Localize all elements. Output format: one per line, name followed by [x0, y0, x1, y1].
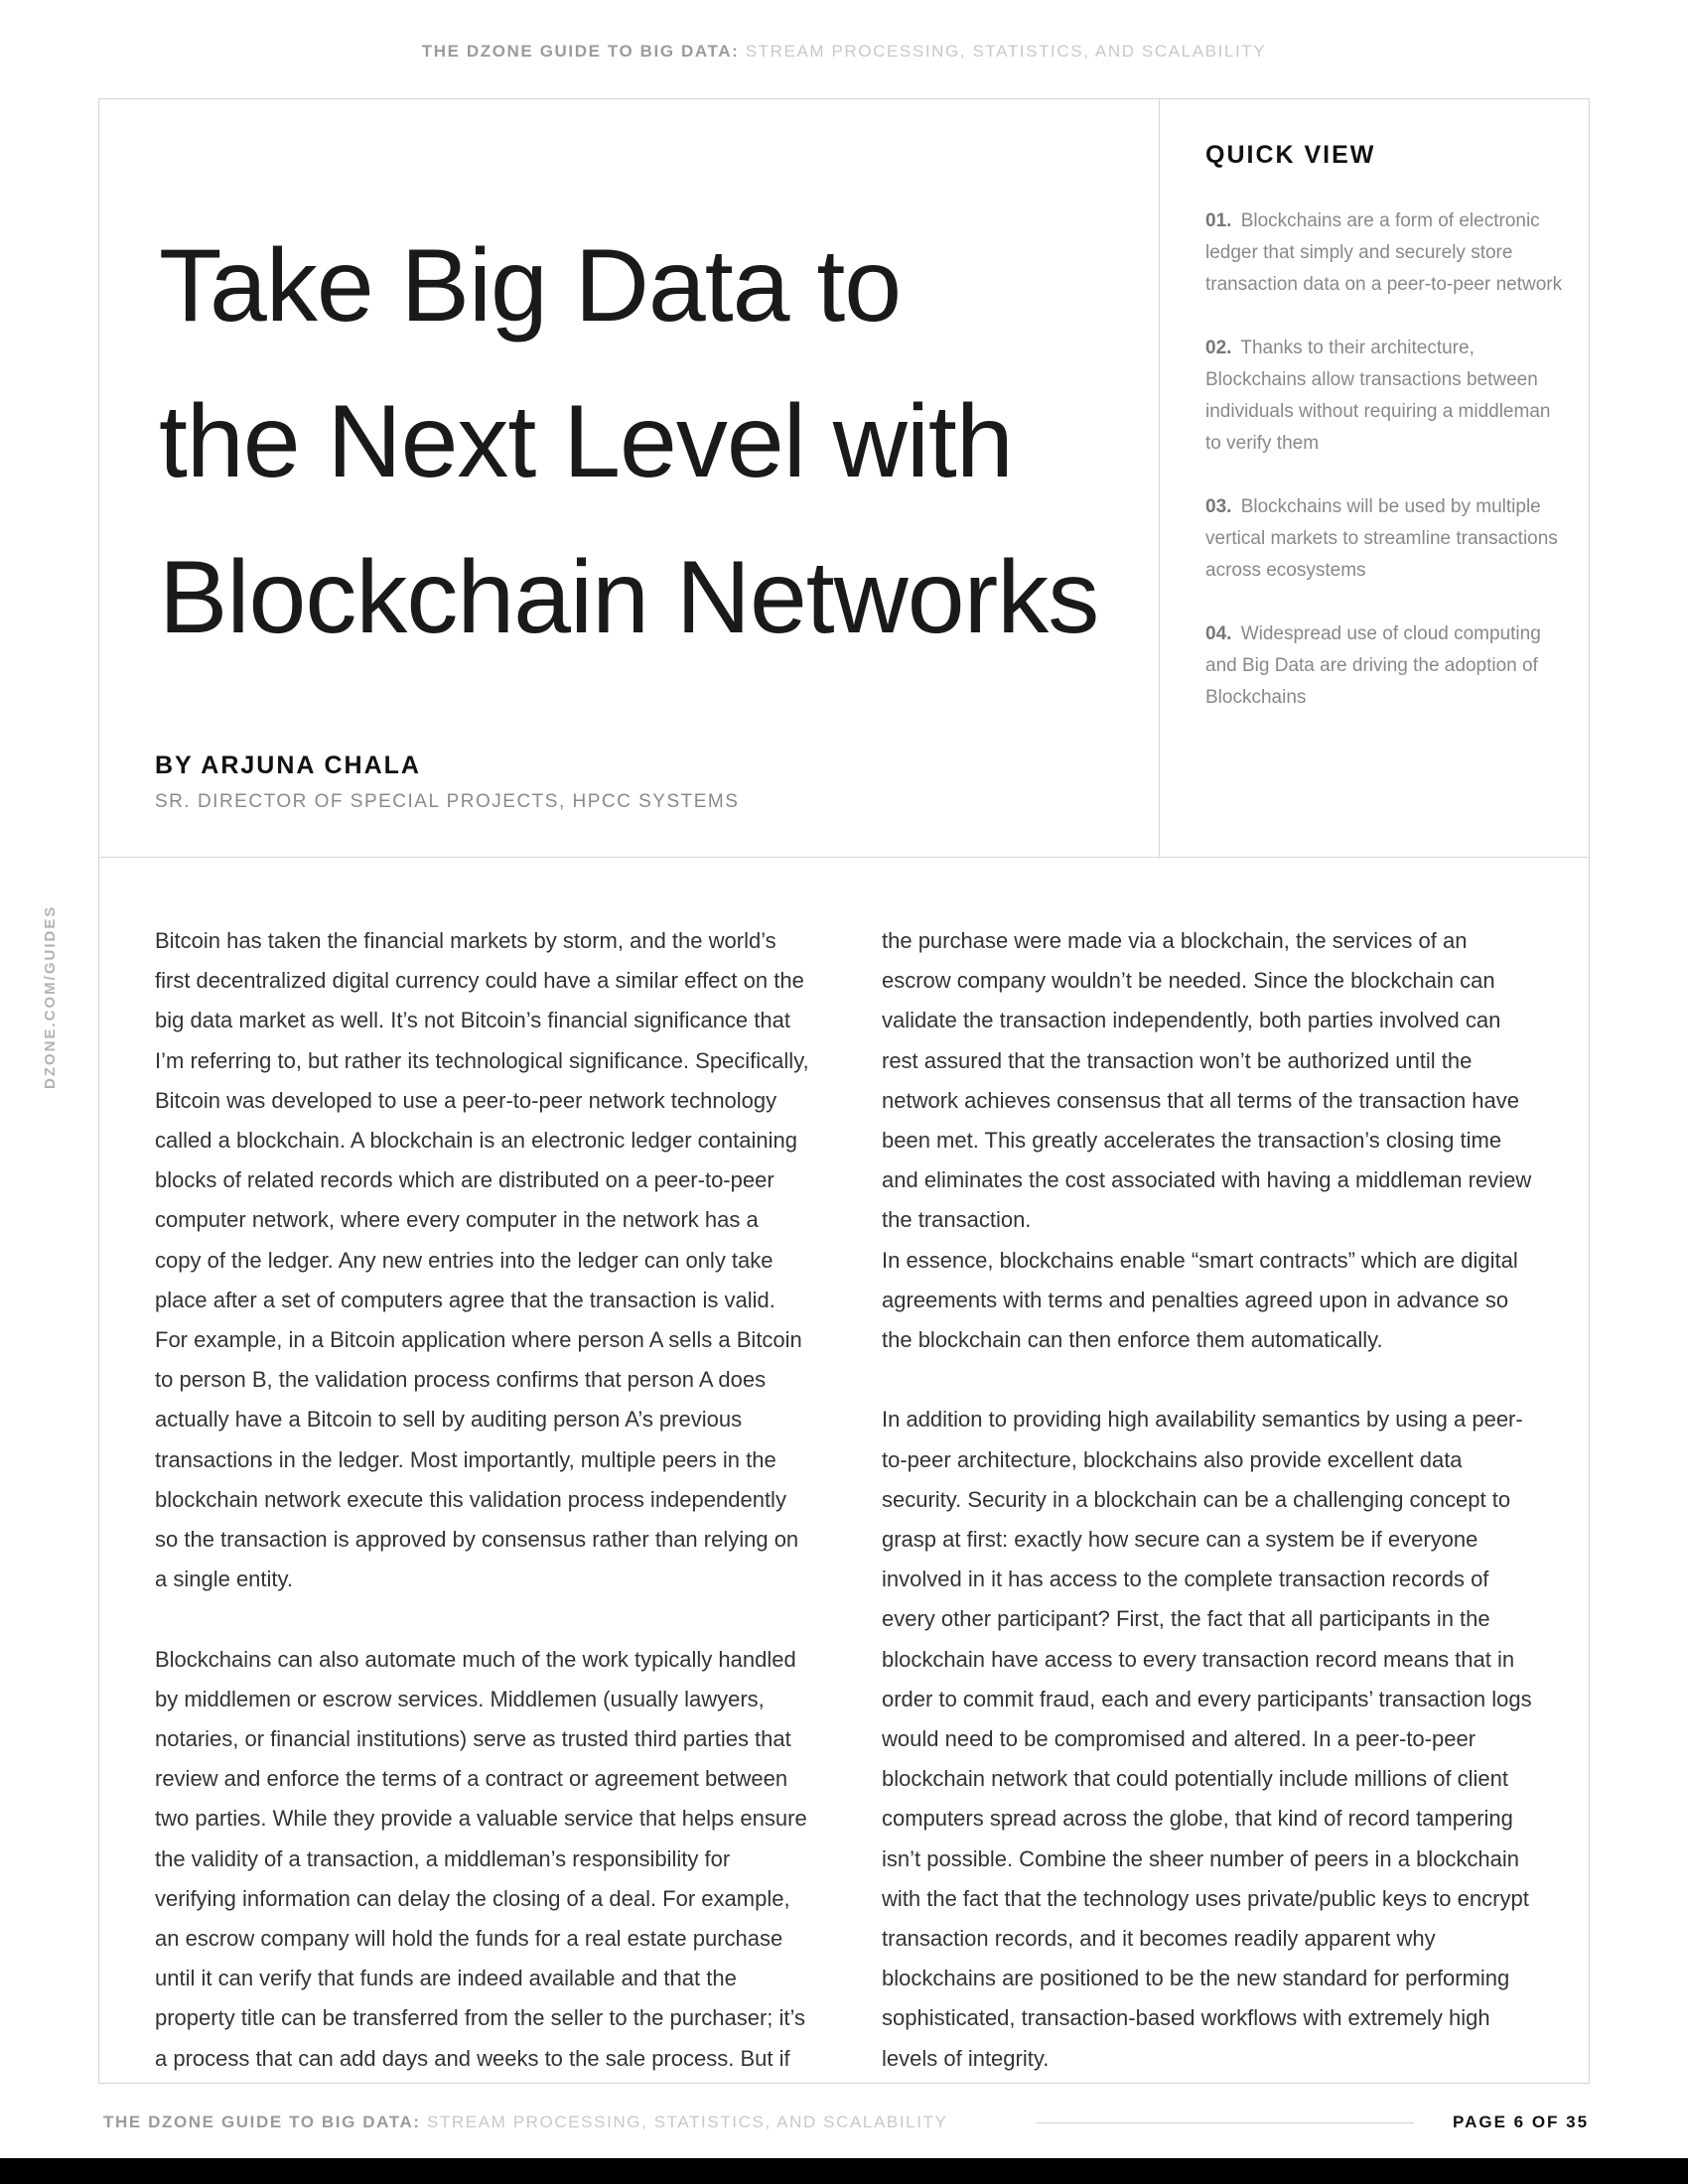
- article-title: [159, 208, 1112, 676]
- body-paragraph: Blockchains can also automate much of the work typically handled by middlemen or escrow services. Middlemen (usually lawyers, notaries, or financial institutions) serve as trusted third parties that review and enforce the terms of a contract or agreement between two parties. While they provide a valuable service that helps ensure the validity of a transaction, a middleman’s responsibility for verifying information can delay the closing of a deal. For example, an escrow company will hold the funds for a real estate purchase until it can verify that funds are indeed available and that the property title can be transferred from the seller to the purchaser; it’s a process that can add days and weeks to the sale process. But if: [155, 1646, 807, 2071]
- page-number: PAGE 6 OF 35: [1453, 2113, 1590, 2131]
- side-url-label: DZONE.COM/GUIDES: [42, 904, 59, 1089]
- body-paragraph: In addition to providing high availability semantics by using a peer-to-peer architecture, blockchains also provide excellent data security. Security in a blockchain can be a challenging concept to grasp at first: exactly how secure can a system be if everyone involved in it has access to the complete transaction records of every other participant? First, the fact that all participants in the blockchain have access to every transaction record means that in order to commit fraud, each and every participants’ transaction logs would need to be compromised and altered. In a peer-to-peer blockchain network that could potentially include millions of client computers spread across the globe, that kind of record tampering isn’t possible. Combine the sheer number of peers in a blockchain with the fact that the technology uses private/public keys to encrypt transaction records, and it becomes readily apparent why blockchains are positioned to be the new standard for performing sophisticated, transaction-based workflows with extremely high levels of integrity.: [882, 1407, 1532, 2071]
- quick-view-item: [1205, 491, 1563, 587]
- footer-guide-title: THE DZONE GUIDE TO BIG DATA:: [103, 2113, 421, 2131]
- body-paragraph: In essence, blockchains enable “smart contracts” which are digital agreements with terms and penalties agreed upon in advance so the blockchain can then enforce them automatically.: [882, 1247, 1518, 1353]
- quick-view-number: 01.: [1205, 210, 1232, 231]
- header-guide-subtitle: STREAM PROCESSING, STATISTICS, AND SCALABILITY: [745, 42, 1267, 61]
- quick-view-item: [1205, 333, 1563, 460]
- title-line: Blockchain Networks: [159, 540, 1099, 655]
- body-paragraph: the purchase were made via a blockchain, the services of an escrow company wouldn’t be needed. Since the blockchain can validate the transaction independently, both parties involved can rest assured that the transaction won’t be authorized until the network achieves consensus that all terms of the transaction have been met. This greatly accelerates the transaction’s closing time and eliminates the cost associated with having a middleman review the transaction.: [882, 928, 1532, 1233]
- body-column-left: [155, 921, 810, 2079]
- quick-view-list: [1205, 205, 1563, 746]
- bottom-bar: [0, 2158, 1688, 2184]
- title-line: Take Big Data to: [159, 228, 902, 343]
- running-footer: [103, 2113, 947, 2132]
- body-column-right: [882, 921, 1537, 2079]
- footer-guide-subtitle: STREAM PROCESSING, STATISTICS, AND SCALABILITY: [426, 2113, 948, 2131]
- author-byline: BY ARJUNA CHALA: [155, 751, 421, 779]
- quick-view-text: Thanks to their architecture, Blockchains allow transactions between individuals without requiring a middleman to verify them: [1205, 338, 1551, 454]
- quick-view-text: Blockchains will be used by multiple vertical markets to streamline transactions across ecosystems: [1205, 496, 1558, 581]
- author-role: SR. DIRECTOR OF SPECIAL PROJECTS, HPCC SYSTEMS: [155, 791, 740, 812]
- quick-view-text: Blockchains are a form of electronic ledger that simply and securely store transaction data on a peer-to-peer network: [1205, 210, 1563, 295]
- quick-view-item: [1205, 205, 1563, 301]
- quick-view-number: 03.: [1205, 496, 1232, 517]
- horizontal-divider: [98, 857, 1590, 858]
- body-paragraph: Bitcoin has taken the financial markets by storm, and the world’s first decentralized digital currency could have a similar effect on the big data market as well. It’s not Bitcoin’s financial significance that I’m referring to, but rather its technological significance. Specifically, Bitcoin was developed to use a peer-to-peer network technology called a blockchain. A blockchain is an electronic ledger containing blocks of related records which are distributed on a peer-to-peer computer network, where every computer in the network has a copy of the ledger. Any new entries into the ledger can only take place after a set of computers agree that the transaction is valid. For example, in a Bitcoin application where person A sells a Bitcoin to person B, the validation process confirms that person A does actually have a Bitcoin to sell by auditing person A’s previous transactions in the ledger. Most importantly, multiple peers in the blockchain network execute this validation process independently so the transaction is approved by consensus rather than relying on a single entity.: [155, 928, 809, 1592]
- vertical-divider: [1159, 98, 1160, 858]
- quick-view-number: 04.: [1205, 623, 1232, 644]
- quick-view-number: 02.: [1205, 338, 1232, 358]
- quick-view-item: [1205, 618, 1563, 714]
- running-header: [0, 42, 1688, 62]
- quick-view-heading: QUICK VIEW: [1205, 141, 1376, 169]
- title-line: the Next Level with: [159, 384, 1013, 499]
- quick-view-text: Widespread use of cloud computing and Big Data are driving the adoption of Blockchains: [1205, 623, 1541, 708]
- header-guide-title: THE DZONE GUIDE TO BIG DATA:: [421, 42, 740, 61]
- footer-rule: [1037, 2122, 1414, 2123]
